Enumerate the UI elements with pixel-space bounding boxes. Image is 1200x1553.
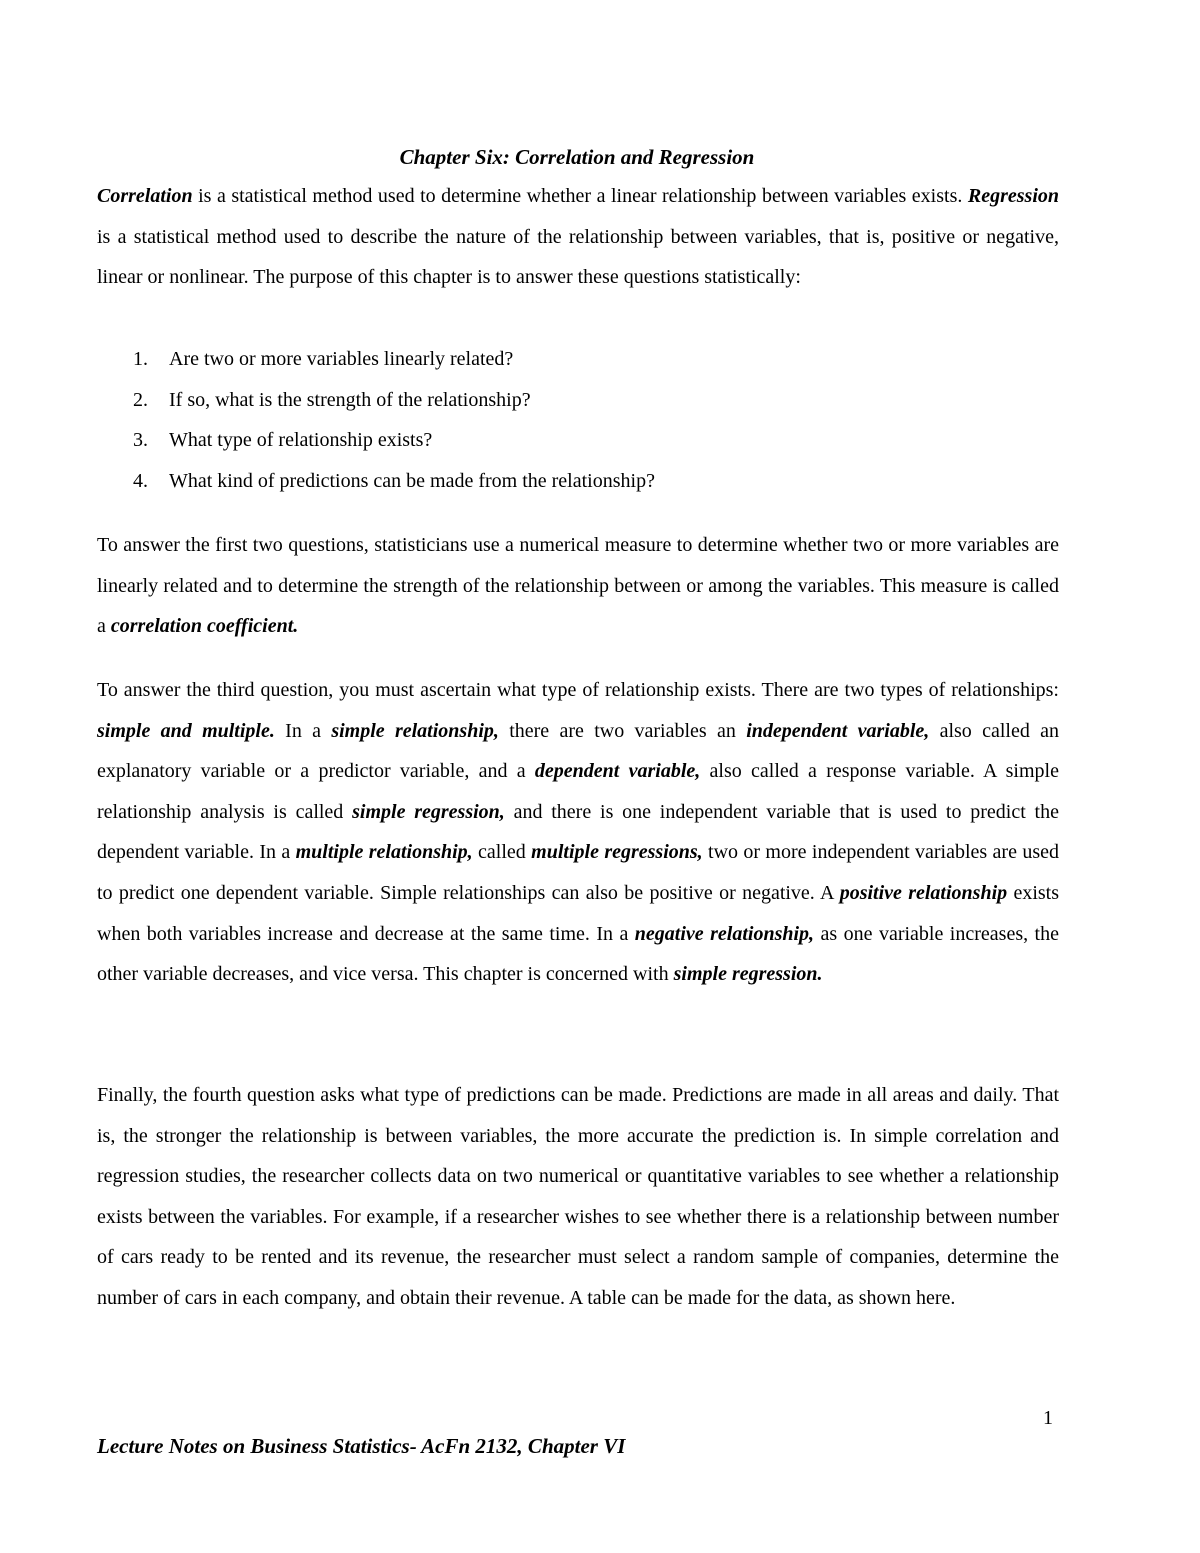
predictions-paragraph: Finally, the fourth question asks what type of predictions can be made. Predictions are made in all areas and daily. That is, the stronger the relationship is between variables, the more accurate the prediction is. In simple correlation and regression studies, the researcher collects data on two numerical or quantitative variables to see whether a relationship exists between the variables. For example, if a researcher wishes to see whether there is a relationship between number of cars ready to be rented and its revenue, the researcher must select a random sample of companies, determine the number of cars in each company, and obtain their revenue. A table can be made for the data, as shown here. xyxy=(97,1084,1059,1309)
question-list xyxy=(133,339,655,501)
paragraph-text: there are two variables an xyxy=(498,719,747,742)
term-negative-relationship: negative relationship, xyxy=(634,922,815,945)
term-simple-regression-2: simple regression. xyxy=(673,963,823,986)
term-correlation-coefficient: correlation coefficient. xyxy=(110,615,299,638)
paragraph-text: two or more independent variables are used to predict one dependent variable. Simple relationships can also be positive or negative. A xyxy=(97,841,1059,904)
chapter-title: Chapter Six: Correlation and Regression xyxy=(399,145,755,169)
intro-paragraph xyxy=(97,176,1059,298)
list-text: What kind of predictions can be made from the relationship? xyxy=(169,469,655,492)
list-item xyxy=(133,380,655,421)
term-multiple-relationship: multiple relationship, xyxy=(295,841,473,864)
list-text: If so, what is the strength of the relationship? xyxy=(169,388,531,411)
page-number: 1 xyxy=(1043,1407,1053,1429)
term-simple-regression: simple regression, xyxy=(352,800,505,823)
term-multiple-regressions: multiple regressions, xyxy=(531,841,703,864)
list-number: 3. xyxy=(133,429,148,452)
term-independent-variable: independent variable, xyxy=(746,719,930,742)
list-number: 4. xyxy=(133,469,148,492)
intro-text-1: is a statistical method used to determine whether a linear relationship between variables exists. xyxy=(192,185,968,207)
coefficient-paragraph xyxy=(97,525,1059,647)
paragraph-text: and there is one independent variable that is used to predict the dependent variable. In a xyxy=(97,800,1059,864)
paragraph-text: exists when both variables increase and decrease at the same time. In a xyxy=(97,881,1060,945)
list-item xyxy=(133,420,655,461)
paragraph-text: To answer the third question, you must ascertain what type of relationship exists. There are two types of relationships: xyxy=(97,679,1059,701)
paragraph-text: In a xyxy=(274,719,332,742)
list-text: Are two or more variables linearly related? xyxy=(169,348,514,370)
list-number: 2. xyxy=(133,388,148,411)
paragraph-text: also called an explanatory variable or a predictor variable, and a xyxy=(97,719,1060,783)
term-simple-relationship: simple relationship, xyxy=(331,719,499,742)
term-positive-relationship: positive relationship xyxy=(839,881,1008,904)
list-number: 1. xyxy=(133,348,148,370)
paragraph-text: To answer the first two questions, statisticians use a numerical measure to determine whether two or more variables are linearly related and to determine the strength of the relationship between or among the variables. This measure is called a xyxy=(97,534,1059,638)
term-regression: Regression xyxy=(967,185,1059,207)
list-text: What type of relationship exists? xyxy=(169,429,433,452)
term-simple-and-multiple: simple and multiple. xyxy=(97,719,275,742)
term-correlation: Correlation xyxy=(97,185,193,207)
footer-text: Lecture Notes on Business Statistics- AcFn 2132, Chapter VI xyxy=(97,1434,626,1458)
relationship-types-paragraph xyxy=(97,670,1059,995)
paragraph-text: as one variable increases, the other variable decreases, and vice versa. This chapter is concerned with xyxy=(97,922,1059,986)
paragraph-text: called xyxy=(472,841,532,864)
paragraph-text: also called a response variable. A simple relationship analysis is called xyxy=(97,760,1059,823)
term-dependent-variable: dependent variable, xyxy=(534,760,701,783)
list-item xyxy=(133,461,655,502)
intro-text-2: is a statistical method used to describe the nature of the relationship between variables, that is, positive or negative, linear or nonlinear. The purpose of this chapter is to answer these questions statistically: xyxy=(97,225,1059,289)
list-item xyxy=(133,339,655,380)
